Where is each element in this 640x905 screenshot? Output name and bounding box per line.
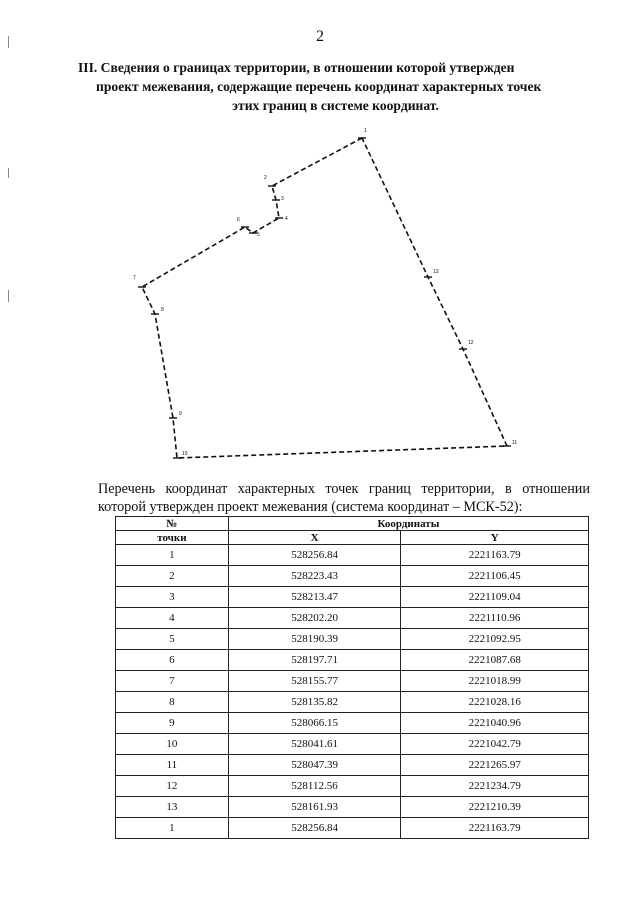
table-row — [116, 608, 589, 629]
table-row — [116, 818, 589, 839]
point-number-cell: 11 — [116, 755, 229, 776]
point-number-cell: 5 — [116, 629, 229, 650]
table-row — [116, 776, 589, 797]
table-row — [116, 671, 589, 692]
x-coordinate-cell: 528161.93 — [228, 797, 401, 818]
boundary-point-label: 13 — [433, 269, 439, 275]
y-coordinate-cell: 2221234.79 — [401, 776, 589, 797]
x-coordinate-cell: 528155.77 — [228, 671, 401, 692]
table-row — [116, 545, 589, 566]
coordinates-intro-text: Перечень координат характерных точек границ территории, в отношении которой утвержден проект межевания (система координат – МСК-52): — [98, 481, 590, 515]
x-coordinate-cell: 528190.39 — [228, 629, 401, 650]
boundary-point-label: 7 — [133, 275, 136, 281]
boundary-point-label: 11 — [512, 440, 518, 446]
point-number-cell: 2 — [116, 566, 229, 587]
point-number-cell: 4 — [116, 608, 229, 629]
y-coordinate-cell: 2221265.97 — [401, 755, 589, 776]
x-coordinate-cell: 528213.47 — [228, 587, 401, 608]
point-number-cell: 1 — [116, 545, 229, 566]
x-coordinate-cell: 528256.84 — [228, 818, 401, 839]
boundary-point-label: 8 — [161, 307, 164, 313]
x-coordinate-cell: 528202.20 — [228, 608, 401, 629]
boundary-point-label: 5 — [257, 232, 260, 238]
y-coordinate-cell: 2221028.16 — [401, 692, 589, 713]
table-row — [116, 755, 589, 776]
boundary-points — [133, 128, 517, 458]
y-header: Y — [401, 531, 589, 545]
boundary-polygon — [142, 138, 507, 458]
point-number-cell: 3 — [116, 587, 229, 608]
x-coordinate-cell: 528256.84 — [228, 545, 401, 566]
table-row — [116, 587, 589, 608]
boundary-line — [142, 138, 507, 458]
point-number-cell: 12 — [116, 776, 229, 797]
y-coordinate-cell: 2221163.79 — [401, 545, 589, 566]
x-coordinate-cell: 528041.61 — [228, 734, 401, 755]
y-coordinate-cell: 2221109.04 — [401, 587, 589, 608]
col-number-header-bottom: точки — [116, 531, 229, 545]
y-coordinate-cell: 2221163.79 — [401, 818, 589, 839]
boundary-point-label: 9 — [179, 411, 182, 417]
y-coordinate-cell: 2221210.39 — [401, 797, 589, 818]
y-coordinate-cell: 2221040.96 — [401, 713, 589, 734]
x-coordinate-cell: 528197.71 — [228, 650, 401, 671]
heading-line-2: проект межевания, содержащие перечень координат характерных точек — [96, 79, 542, 94]
y-coordinate-cell: 2221087.68 — [401, 650, 589, 671]
boundary-point-label: 3 — [281, 196, 284, 202]
boundary-point-label: 12 — [468, 340, 474, 346]
heading-line-3: этих границ в системе координат. — [232, 98, 439, 113]
coordinates-table-body — [116, 545, 589, 839]
table-row — [116, 797, 589, 818]
boundary-point-label: 4 — [285, 216, 288, 222]
boundary-point-label: 1 — [364, 128, 367, 134]
table-row — [116, 734, 589, 755]
x-coordinate-cell: 528047.39 — [228, 755, 401, 776]
x-coordinate-cell: 528135.82 — [228, 692, 401, 713]
x-header: X — [228, 531, 401, 545]
point-number-cell: 8 — [116, 692, 229, 713]
section-heading — [78, 58, 593, 115]
point-number-cell: 9 — [116, 713, 229, 734]
table-row — [116, 692, 589, 713]
x-coordinate-cell: 528223.43 — [228, 566, 401, 587]
point-number-cell: 10 — [116, 734, 229, 755]
table-row — [116, 629, 589, 650]
point-number-cell: 13 — [116, 797, 229, 818]
y-coordinate-cell: 2221018.99 — [401, 671, 589, 692]
point-number-cell: 7 — [116, 671, 229, 692]
table-row — [116, 566, 589, 587]
point-number-cell: 6 — [116, 650, 229, 671]
boundary-point-label: 6 — [237, 217, 240, 223]
page-number: 2 — [316, 28, 324, 45]
heading-line-1: III. Сведения о границах территории, в отношении которой утвержден — [78, 60, 515, 75]
table-row — [116, 713, 589, 734]
boundary-point-label: 10 — [182, 451, 188, 457]
boundary-scheme — [0, 120, 640, 470]
point-number-cell: 1 — [116, 818, 229, 839]
x-coordinate-cell: 528112.56 — [228, 776, 401, 797]
coordinates-table — [115, 516, 589, 839]
col-number-header-top: № — [116, 517, 229, 531]
y-coordinate-cell: 2221092.95 — [401, 629, 589, 650]
boundary-point-label: 2 — [264, 175, 267, 181]
y-coordinate-cell: 2221106.45 — [401, 566, 589, 587]
x-coordinate-cell: 528066.15 — [228, 713, 401, 734]
y-coordinate-cell: 2221110.96 — [401, 608, 589, 629]
coords-header: Координаты — [228, 517, 588, 531]
y-coordinate-cell: 2221042.79 — [401, 734, 589, 755]
table-row — [116, 650, 589, 671]
